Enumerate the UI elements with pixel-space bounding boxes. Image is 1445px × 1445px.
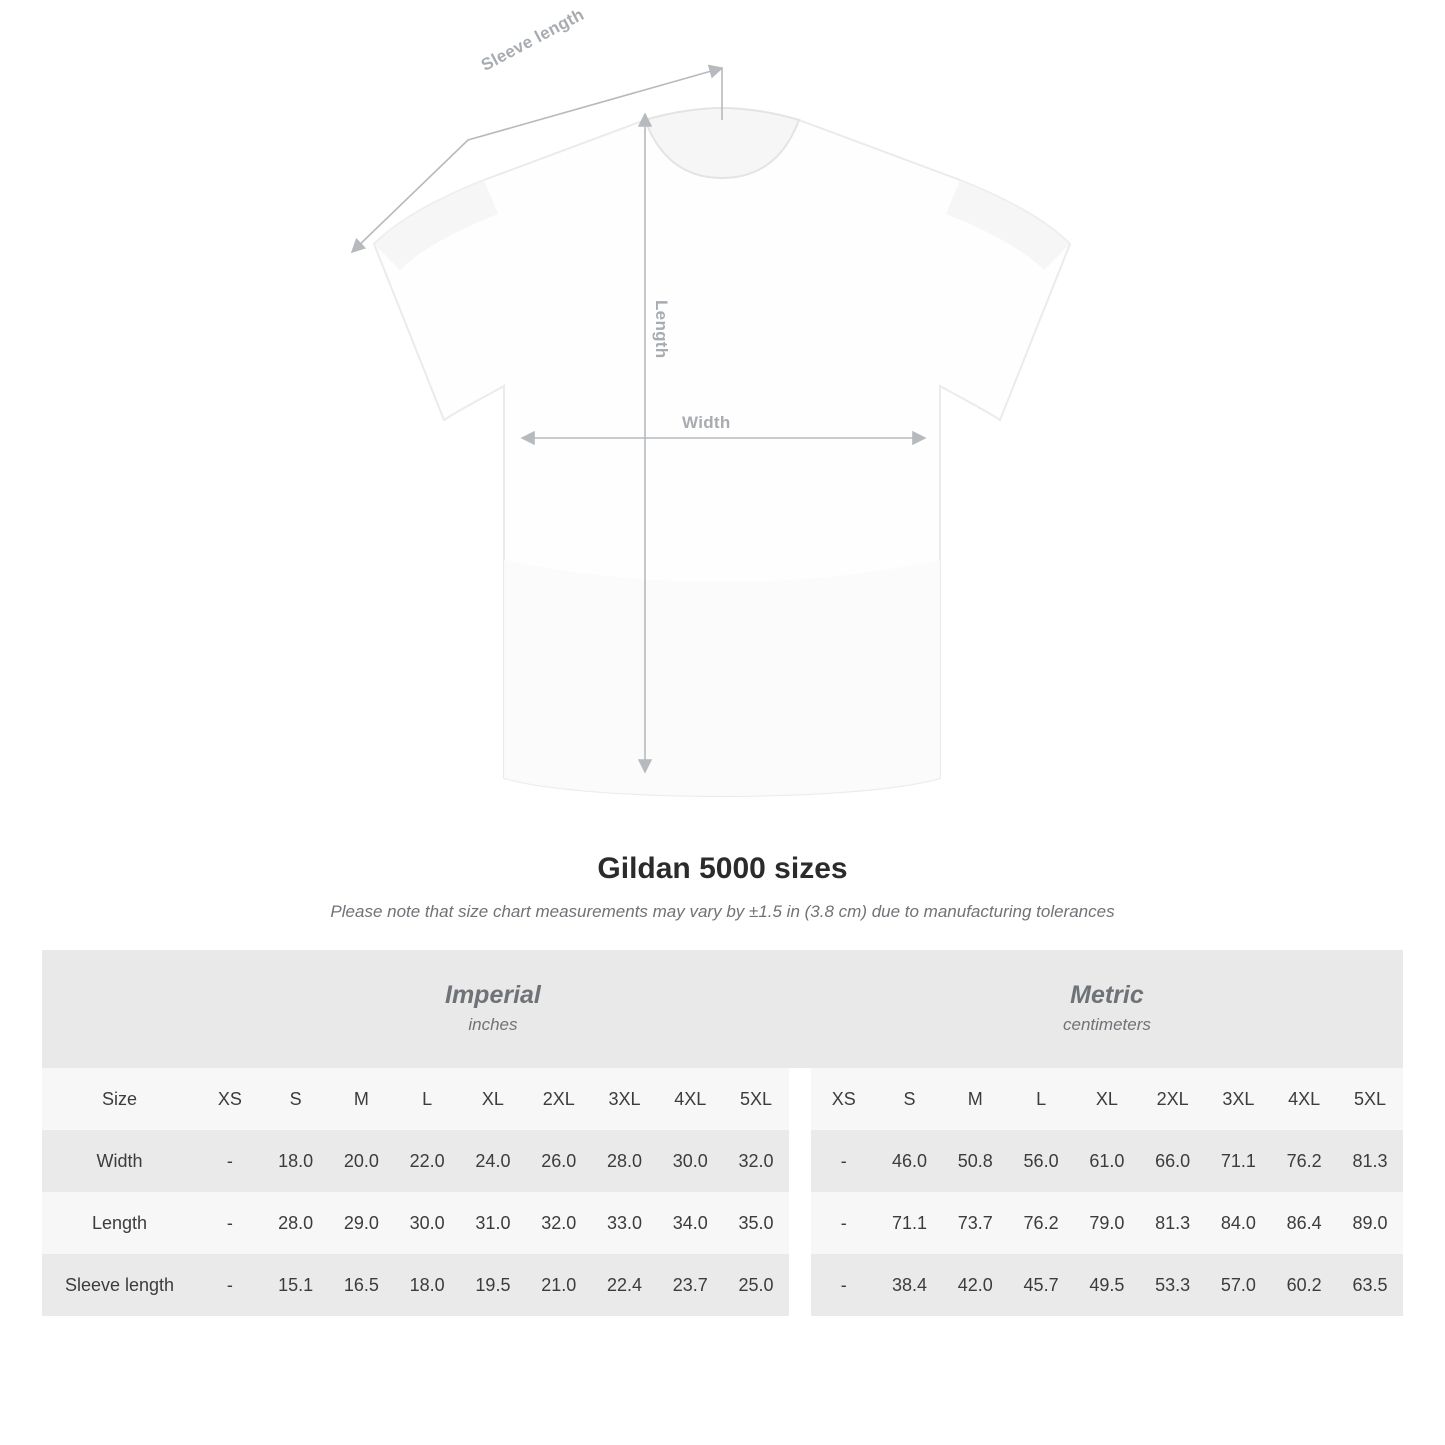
column-gap [789,1130,811,1192]
cell-imperial-sleeve-length-s: 15.1 [263,1254,329,1316]
cell-metric-length-2xl: 81.3 [1140,1192,1206,1254]
cell-metric-width-xs: - [811,1130,877,1192]
row-label-width: Width [42,1130,197,1192]
cell-metric-sleeve-length-xs: - [811,1254,877,1316]
size-header-imperial-3xl: 3XL [592,1068,658,1130]
size-header-imperial-m: M [329,1068,395,1130]
column-gap [789,1068,811,1130]
cell-metric-width-m: 50.8 [942,1130,1008,1192]
cell-imperial-sleeve-length-5xl: 25.0 [723,1254,789,1316]
cell-imperial-length-s: 28.0 [263,1192,329,1254]
cell-imperial-length-3xl: 33.0 [592,1192,658,1254]
tolerance-note: Please note that size chart measurements may vary by ±1.5 in (3.8 cm) due to manufacturing tolerances [330,902,1115,921]
width-label: Width [682,413,731,432]
cell-imperial-length-5xl: 35.0 [723,1192,789,1254]
cell-metric-width-2xl: 66.0 [1140,1130,1206,1192]
cell-imperial-width-xl: 24.0 [460,1130,526,1192]
size-header-metric-xl: XL [1074,1068,1140,1130]
column-gap [789,1254,811,1316]
sleeve-length-label: Sleeve length [478,4,588,75]
column-gap [789,1192,811,1254]
size-header-imperial-xl: XL [460,1068,526,1130]
cell-imperial-length-xl: 31.0 [460,1192,526,1254]
cell-imperial-sleeve-length-4xl: 23.7 [657,1254,723,1316]
cell-metric-width-3xl: 71.1 [1205,1130,1271,1192]
size-header-metric-4xl: 4XL [1271,1068,1337,1130]
unit-group-name: Metric [1070,980,1144,1009]
size-header-label: Size [42,1068,197,1130]
cell-metric-width-4xl: 76.2 [1271,1130,1337,1192]
cell-metric-sleeve-length-m: 42.0 [942,1254,1008,1316]
cell-imperial-sleeve-length-m: 16.5 [329,1254,395,1316]
unit-header-spacer [42,950,197,1068]
cell-metric-width-5xl: 81.3 [1337,1130,1403,1192]
page-title: Gildan 5000 sizes [597,852,848,885]
cell-imperial-width-5xl: 32.0 [723,1130,789,1192]
cell-metric-length-m: 73.7 [942,1192,1008,1254]
cell-metric-length-s: 71.1 [877,1192,943,1254]
row-label-sleeve-length: Sleeve length [42,1254,197,1316]
cell-imperial-length-xs: - [197,1192,263,1254]
size-header-metric-3xl: 3XL [1205,1068,1271,1130]
cell-imperial-length-l: 30.0 [394,1192,460,1254]
size-header-imperial-xs: XS [197,1068,263,1130]
cell-metric-length-l: 76.2 [1008,1192,1074,1254]
size-header-metric-l: L [1008,1068,1074,1130]
cell-metric-width-s: 46.0 [877,1130,943,1192]
cell-imperial-width-m: 20.0 [329,1130,395,1192]
size-header-metric-xs: XS [811,1068,877,1130]
size-header-imperial-l: L [394,1068,460,1130]
cell-metric-sleeve-length-2xl: 53.3 [1140,1254,1206,1316]
size-header-imperial-s: S [263,1068,329,1130]
unit-group-imperial [197,950,789,1068]
unit-group-name: Imperial [445,980,541,1009]
cell-metric-width-l: 56.0 [1008,1130,1074,1192]
unit-header-gap [789,950,811,1068]
size-header-metric-5xl: 5XL [1337,1068,1403,1130]
size-header-metric-2xl: 2XL [1140,1068,1206,1130]
size-header-metric-m: M [942,1068,1008,1130]
cell-imperial-width-s: 18.0 [263,1130,329,1192]
cell-imperial-width-2xl: 26.0 [526,1130,592,1192]
cell-metric-length-4xl: 86.4 [1271,1192,1337,1254]
unit-group-sub: inches [468,1015,518,1035]
table-row [42,1192,1403,1254]
unit-group-header-row [42,950,1403,1068]
size-chart-table [42,950,1403,1316]
cell-imperial-sleeve-length-3xl: 22.4 [592,1254,658,1316]
cell-metric-length-3xl: 84.0 [1205,1192,1271,1254]
cell-metric-length-5xl: 89.0 [1337,1192,1403,1254]
table-row [42,1130,1403,1192]
cell-imperial-width-xs: - [197,1130,263,1192]
cell-imperial-length-2xl: 32.0 [526,1192,592,1254]
cell-metric-sleeve-length-xl: 49.5 [1074,1254,1140,1316]
size-table-wrapper [42,950,1403,1316]
cell-imperial-width-4xl: 30.0 [657,1130,723,1192]
cell-imperial-width-l: 22.0 [394,1130,460,1192]
cell-metric-length-xl: 79.0 [1074,1192,1140,1254]
cell-imperial-width-3xl: 28.0 [592,1130,658,1192]
unit-group-sub: centimeters [1063,1015,1151,1035]
size-header-imperial-2xl: 2XL [526,1068,592,1130]
cell-metric-length-xs: - [811,1192,877,1254]
size-header-row [42,1068,1403,1130]
cell-metric-sleeve-length-s: 38.4 [877,1254,943,1316]
cell-imperial-sleeve-length-2xl: 21.0 [526,1254,592,1316]
size-header-metric-s: S [877,1068,943,1130]
chart-title-block [0,852,1445,922]
cell-metric-sleeve-length-4xl: 60.2 [1271,1254,1337,1316]
cell-imperial-sleeve-length-l: 18.0 [394,1254,460,1316]
size-header-imperial-5xl: 5XL [723,1068,789,1130]
cell-metric-sleeve-length-l: 45.7 [1008,1254,1074,1316]
cell-metric-width-xl: 61.0 [1074,1130,1140,1192]
cell-metric-sleeve-length-5xl: 63.5 [1337,1254,1403,1316]
cell-imperial-sleeve-length-xl: 19.5 [460,1254,526,1316]
size-header-imperial-4xl: 4XL [657,1068,723,1130]
length-label: Length [652,300,671,359]
table-row [42,1254,1403,1316]
cell-imperial-length-m: 29.0 [329,1192,395,1254]
unit-group-metric [811,950,1403,1068]
cell-metric-sleeve-length-3xl: 57.0 [1205,1254,1271,1316]
cell-imperial-sleeve-length-xs: - [197,1254,263,1316]
row-label-length: Length [42,1192,197,1254]
cell-imperial-length-4xl: 34.0 [657,1192,723,1254]
